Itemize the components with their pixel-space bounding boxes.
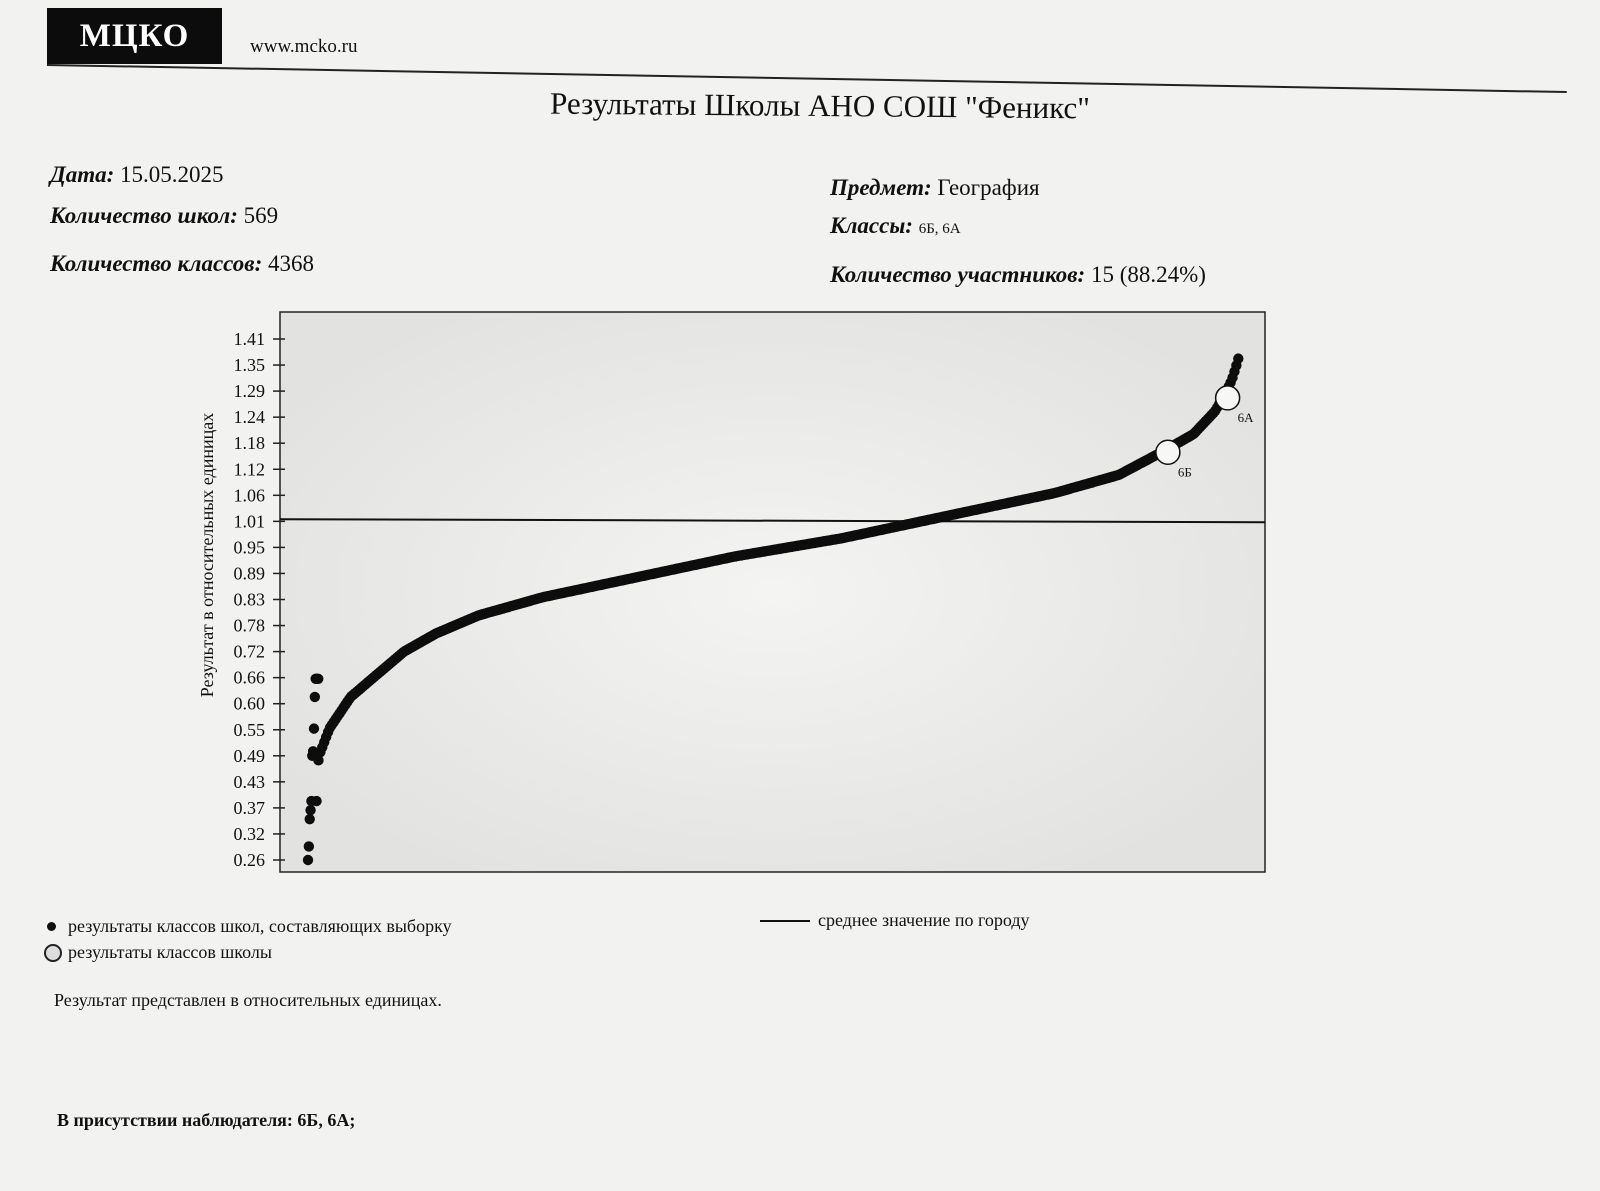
y-tick-label: 1.29 — [233, 381, 265, 402]
page-title: Результаты Школы АНО СОШ "Феникс" — [549, 85, 1091, 126]
y-tick-label: 0.95 — [233, 537, 265, 558]
sample-point — [303, 855, 313, 865]
classes-count-row — [50, 251, 314, 277]
y-tick-label: 0.43 — [233, 771, 265, 792]
school-class-point — [1216, 386, 1240, 410]
legend-sample-label: результаты классов школ, составляющих выборку — [68, 916, 452, 936]
y-tick-label: 0.66 — [233, 667, 265, 688]
legend-mean-label: среднее значение по городу — [818, 910, 1030, 930]
y-tick-label: 0.78 — [233, 615, 265, 636]
classes-count-value: 4368 — [268, 251, 314, 276]
legend-school — [44, 942, 272, 963]
date-row — [50, 162, 224, 188]
subject-value: География — [937, 175, 1040, 200]
y-tick-label: 0.55 — [233, 719, 265, 740]
subject-row — [830, 175, 1040, 201]
legend-mean — [760, 910, 1030, 931]
y-tick-label: 1.35 — [233, 355, 265, 376]
y-tick-label: 0.83 — [233, 589, 265, 610]
school-class-point — [1156, 440, 1180, 464]
results-chart — [190, 310, 1300, 900]
y-tick-label: 1.24 — [233, 407, 265, 428]
participants-row — [830, 262, 1206, 288]
line-icon — [760, 920, 810, 922]
classes-value: 6Б, 6А — [918, 221, 961, 237]
plot-area — [280, 312, 1265, 872]
schools-label: Количество школ: — [50, 203, 238, 228]
subject-label: Предмет: — [830, 175, 932, 200]
y-tick-label: 0.60 — [233, 693, 265, 714]
date-label: Дата: — [50, 162, 115, 187]
sample-point — [310, 692, 320, 702]
hollow-circle-icon — [44, 944, 62, 962]
y-tick-label: 0.37 — [233, 797, 265, 818]
sample-point — [305, 814, 315, 824]
school-class-label: 6Б — [1177, 464, 1192, 480]
y-axis-ticks — [234, 329, 286, 870]
legend-sample — [47, 916, 452, 937]
sample-point — [305, 805, 315, 815]
sample-point — [304, 841, 314, 851]
y-tick-label: 0.89 — [233, 563, 265, 584]
schools-row — [50, 203, 278, 229]
y-tick-label: 1.01 — [233, 511, 265, 532]
y-tick-label: 0.72 — [233, 641, 265, 662]
date-value: 15.05.2025 — [120, 162, 224, 187]
sample-point — [309, 723, 319, 733]
legend-school-label: результаты классов школы — [68, 942, 272, 962]
black-dot-icon — [47, 922, 56, 931]
classes-label: Классы: — [830, 213, 913, 238]
observer-note: В присутствии наблюдателя: 6Б, 6А; — [57, 1110, 356, 1130]
y-tick-label: 1.41 — [233, 329, 265, 349]
classes-count-label: Количество классов: — [50, 251, 263, 276]
y-tick-label: 0.26 — [233, 850, 265, 870]
sample-point — [1233, 353, 1243, 363]
schools-value: 569 — [243, 203, 279, 228]
school-class-label: 6А — [1237, 409, 1254, 425]
sample-point — [313, 674, 323, 684]
mcko-logo: МЦКО — [47, 8, 222, 64]
y-tick-label: 1.12 — [233, 459, 265, 480]
site-url: www.mcko.ru — [250, 36, 358, 57]
participants-label: Количество участников: — [830, 262, 1086, 287]
y-tick-label: 0.32 — [233, 823, 265, 844]
y-tick-label: 0.49 — [233, 745, 265, 766]
classes-row — [830, 213, 961, 239]
y-tick-label: 1.06 — [233, 485, 265, 506]
participants-value: 15 (88.24%) — [1090, 262, 1206, 287]
y-axis-label: Результат в относительных единицах — [197, 412, 217, 698]
sample-point — [311, 796, 321, 806]
units-note: Результат представлен в относительных единицах. — [54, 990, 442, 1010]
y-tick-label: 1.18 — [233, 433, 265, 454]
